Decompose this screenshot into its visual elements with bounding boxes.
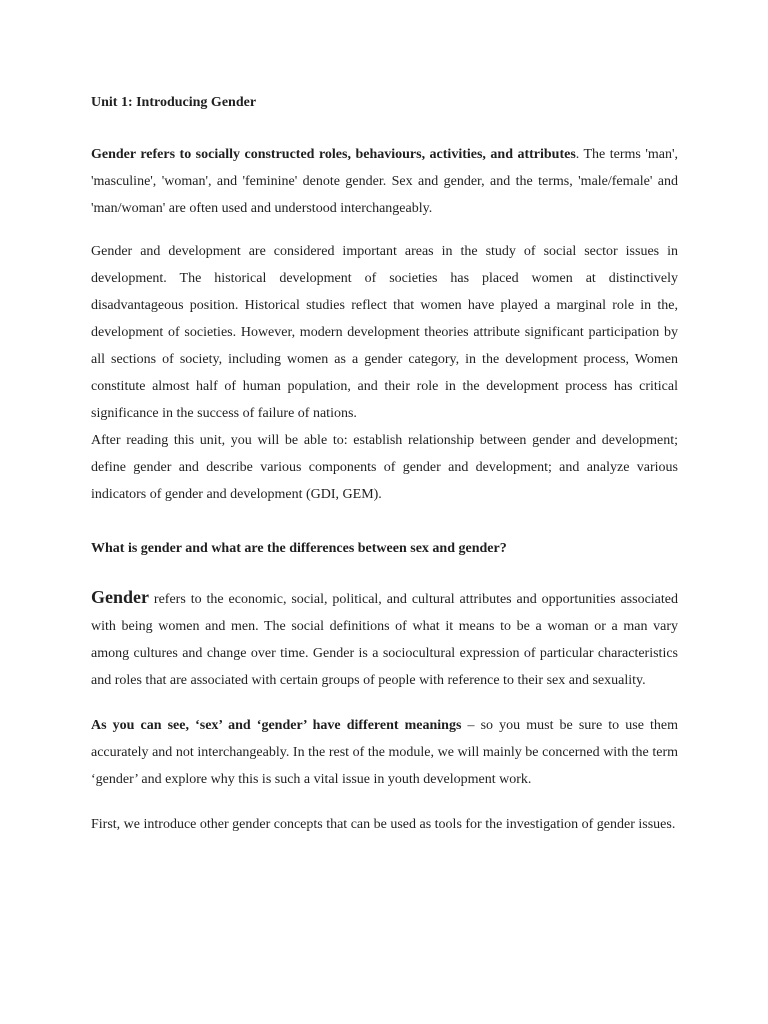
- paragraph-concepts: First, we introduce other gender concepts that can be used as tools for the investigation of gender issues.: [91, 817, 676, 832]
- gender-lead-word: Gender: [91, 587, 149, 607]
- paragraph-development: Gender and development are considered important areas in the study of social sector issues in development. The historical development of societies has placed women at distinctively disadvantageous position. Historical studies reflect that women have played a marginal role in the, development of societies. However, modern development theories attribute significant participation by all sections of society, including women as a gender category, in the development process, Women constitute almost half of human population, and their role in the development process has critical significance in the success of failure of nations.: [91, 244, 678, 421]
- paragraph-definition: [91, 141, 678, 222]
- section-heading-question: What is gender and what are the differences between sex and gender?: [91, 541, 507, 556]
- sex-gender-bold-text: As you can see, ‘sex’ and ‘gender’ have different meanings: [91, 718, 462, 733]
- gender-definition-text: refers to the economic, social, political, and cultural attributes and opportunities associated with being women and men. The social definitions of what it means to be a woman or a man vary among cultures and change over time. Gender is a sociocultural expression of particular characteristics and roles that are associated with certain groups of people with reference to their sex and sexuality.: [91, 592, 678, 688]
- definition-bold-text: Gender refers to socially constructed roles, behaviours, activities, and attributes: [91, 147, 576, 162]
- definition-text: . The terms 'man', 'masculine', 'woman', and 'feminine' denote gender. Sex and gender, and the terms, 'male/female' and 'man/woman' are often used and understood interchangeably.: [91, 147, 678, 216]
- paragraph-sex-gender: [91, 712, 678, 793]
- paragraph-objectives: After reading this unit, you will be able to: establish relationship between gender and development; define gender and describe various components of gender and development; and analyze various indicators of gender and development (GDI, GEM).: [91, 433, 678, 502]
- paragraph-gender-definition: [91, 584, 678, 694]
- sex-gender-text: – so you must be sure to use them accurately and not interchangeably. In the rest of the module, we will mainly be concerned with the term ‘gender’ and explore why this is such a vital issue in youth development work.: [91, 718, 678, 787]
- unit-title: Unit 1: Introducing Gender: [91, 95, 257, 110]
